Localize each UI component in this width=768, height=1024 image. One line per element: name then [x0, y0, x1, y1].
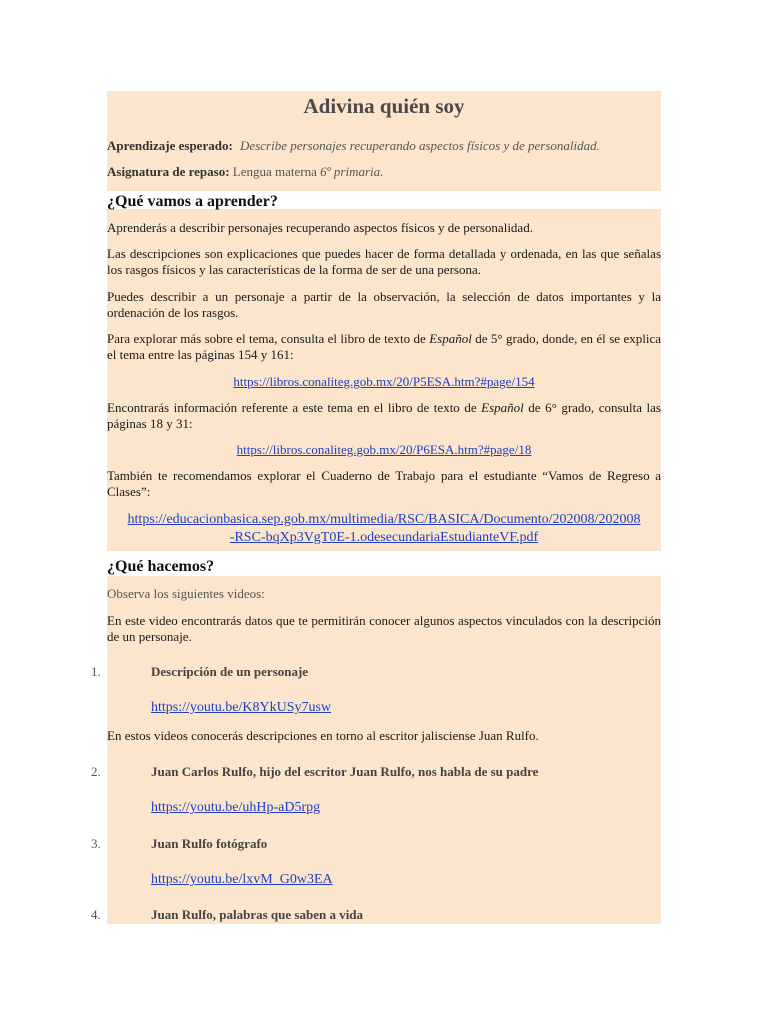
paragraph-2: Las descripciones son explicaciones que puedes hacer de forma detallada y ordenada, en las que señalas los rasgos físicos y las características de la forma de ser de una persona.: [107, 246, 661, 277]
video-title: Juan Rulfo, palabras que saben a vida: [151, 907, 364, 922]
section-heading-hacemos: ¿Qué hacemos?: [107, 558, 215, 575]
video-title: Juan Rulfo fotógrafo: [151, 836, 268, 851]
paragraph-3: Puedes describir a un personaje a partir de la observación, la selección de datos importantes y la ordenación de los rasgos.: [107, 289, 661, 320]
link-libro-6[interactable]: https://libros.conaliteg.gob.mx/20/P6ESA.htm?#page/18: [236, 442, 532, 457]
asignatura-grade: 6º primaria.: [320, 164, 384, 179]
list-number: 4.: [91, 907, 101, 922]
asignatura-value: Lengua materna: [232, 164, 317, 179]
section-heading-aprender: ¿Qué vamos a aprender?: [107, 193, 278, 210]
book-title: Español: [481, 400, 524, 415]
video-link[interactable]: https://youtu.be/K8YkUSy7usw: [151, 700, 332, 715]
paragraph-8: En estos videos conocerás descripciones en torno al escritor jalisciense Juan Rulfo.: [107, 728, 539, 743]
video-title: Juan Carlos Rulfo, hijo del escritor Juan Rulfo, nos habla de su padre: [151, 764, 539, 779]
paragraph-4: [107, 331, 661, 363]
list-number: 2.: [91, 764, 101, 779]
paragraph-7: En este video encontrarás datos que te permitirán conocer algunos aspectos vinculados con la descripción de un personaje.: [107, 613, 661, 644]
aprendizaje-line: [107, 138, 600, 154]
paragraph-5-text: Encontrarás información referente a este tema en el libro de texto de: [107, 400, 482, 415]
list-number: 3.: [91, 836, 101, 851]
paragraph-5: [107, 400, 661, 432]
paragraph-4-text-end: de 5° grado, donde, en él se explica el tema entre las páginas 154 y 161:: [107, 331, 661, 362]
link-cuaderno-line2[interactable]: -RSC-bqXp3VgT0E-1.odesecundariaEstudianteVF.pdf: [229, 530, 539, 545]
paragraph-4-text: Para explorar más sobre el tema, consulta el libro de texto de: [107, 331, 430, 346]
aprendizaje-label: Aprendizaje esperado:: [107, 138, 233, 153]
link-libro-5[interactable]: https://libros.conaliteg.gob.mx/20/P5ESA.htm?#page/154: [233, 374, 535, 389]
video-link[interactable]: https://youtu.be/uhHp-aD5rpg: [151, 800, 321, 815]
paragraph-1: Aprenderás a describir personajes recuperando aspectos físicos y de personalidad.: [107, 220, 533, 235]
video-link[interactable]: https://youtu.be/lxvM_G0w3EA: [151, 872, 333, 887]
link-cuaderno-line1[interactable]: https://educacionbasica.sep.gob.mx/multimedia/RSC/BASICA/Documento/202008/202008: [127, 512, 641, 527]
paragraph-6: También te recomendamos explorar el Cuaderno de Trabajo para el estudiante “Vamos de Regreso a Clases”:: [107, 468, 661, 499]
link-cuaderno[interactable]: [107, 511, 661, 547]
paragraph-5-text-end: de 6° grado, consulta las páginas 18 y 31:: [107, 400, 661, 431]
observa-text: Observa los siguientes videos:: [107, 586, 265, 601]
book-title: Español: [429, 331, 472, 346]
asignatura-line: [107, 164, 383, 180]
list-number: 1.: [91, 664, 101, 679]
video-title: Descripción de un personaje: [151, 664, 309, 679]
asignatura-label: Asignatura de repaso:: [107, 164, 230, 179]
page-title: Adivina quién soy: [303, 94, 465, 118]
aprendizaje-value: Describe personajes recuperando aspectos físicos y de personalidad.: [240, 138, 600, 153]
